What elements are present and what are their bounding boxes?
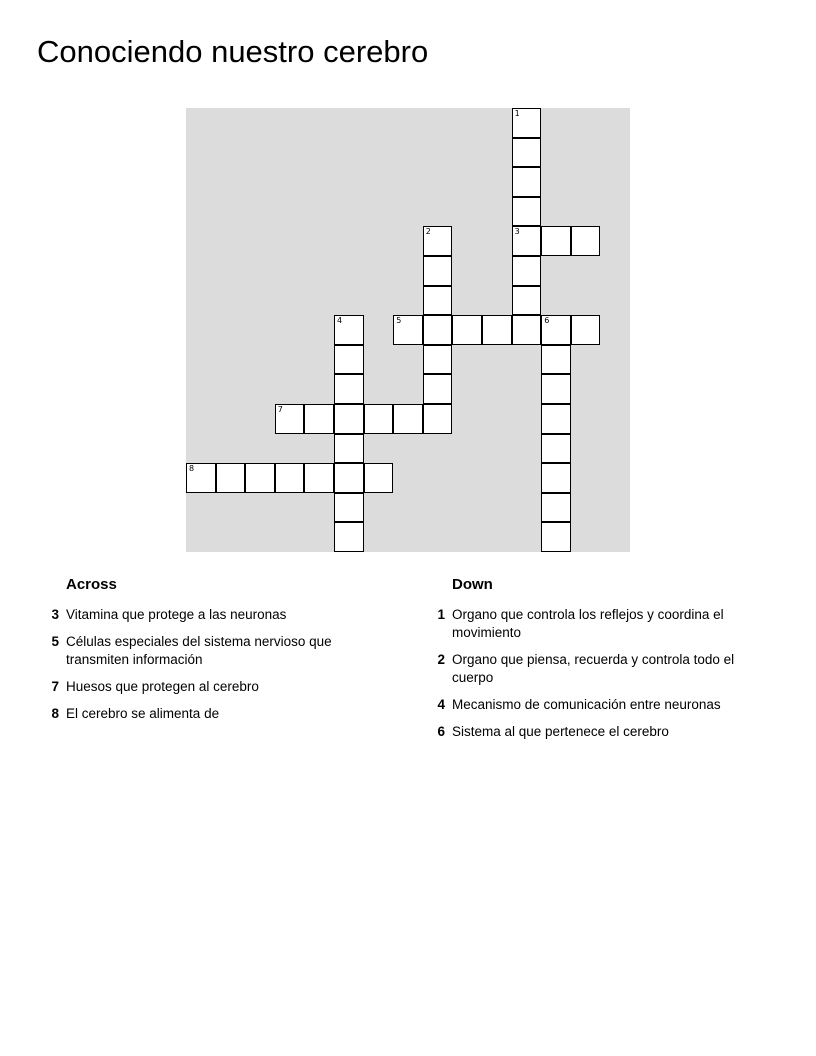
crossword-cell[interactable] [334,315,364,345]
cell-number: 5 [396,316,402,326]
clue-number: 4 [437,697,445,712]
crossword-cell[interactable] [541,434,571,464]
across-heading: Across [66,576,117,593]
crossword-cell[interactable] [334,493,364,523]
crossword-cell[interactable] [245,463,275,493]
clue-number: 6 [437,724,445,739]
clue-number: 2 [437,652,445,667]
clue-text: Organo que piensa, recuerda y controla todo el cuerpo [452,652,735,685]
crossword-cell[interactable] [275,404,305,434]
crossword-cell[interactable] [541,404,571,434]
crossword-cell[interactable] [482,315,512,345]
crossword-cell[interactable] [334,522,364,552]
cell-number: 2 [425,227,431,237]
clue-number: 3 [51,607,59,622]
clue-number: 8 [51,706,59,721]
cell-number: 6 [544,316,550,326]
across-clue [37,606,357,624]
cell-number: 7 [277,405,283,414]
crossword-cell[interactable] [423,226,453,256]
crossword-cell[interactable] [364,463,394,493]
crossword-cell[interactable] [216,463,246,493]
crossword-cell[interactable] [304,463,334,493]
crossword-cell[interactable] [512,167,542,197]
clue-number: 7 [51,679,59,694]
cell-number: 8 [189,464,195,474]
crossword-cell[interactable] [512,197,542,227]
cell-number: 3 [514,227,520,237]
down-heading: Down [452,576,493,593]
page-title: Conociendo nuestro cerebro [37,34,429,69]
crossword-cell[interactable] [334,434,364,464]
down-clue [423,723,763,741]
crossword-cell[interactable] [541,374,571,404]
down-clue [423,606,763,642]
crossword-cell[interactable] [452,315,482,345]
across-clue [37,678,357,696]
crossword-cell[interactable] [512,256,542,286]
down-clues [423,576,763,750]
cell-number: 4 [337,316,343,326]
crossword-cell[interactable] [541,463,571,493]
down-clue [423,651,763,687]
crossword-cell[interactable] [423,374,453,404]
crossword-cell[interactable] [423,256,453,286]
crossword-cell[interactable] [541,345,571,375]
across-clue [37,705,357,723]
across-clue-list [37,606,357,723]
crossword-cell[interactable] [423,286,453,316]
clue-text: Huesos que protegen al cerebro [66,679,259,694]
crossword-cell[interactable] [186,463,216,493]
crossword-cell[interactable] [571,226,601,256]
crossword-cell[interactable] [512,315,542,345]
crossword-cell[interactable] [541,315,571,345]
crossword-cell[interactable] [423,404,453,434]
clue-number: 5 [51,634,59,649]
crossword-cell[interactable] [334,463,364,493]
across-clue [37,633,357,669]
crossword-cell[interactable] [571,315,601,345]
crossword-cell[interactable] [423,315,453,345]
clue-number: 1 [437,607,445,622]
clue-text: Sistema al que pertenece el cerebro [452,724,669,739]
crossword-cell[interactable] [275,463,305,493]
down-clue [423,696,763,714]
crossword-cell[interactable] [512,138,542,168]
crossword-cell[interactable] [393,404,423,434]
crossword-cell[interactable] [541,493,571,523]
cell-number: 1 [514,109,520,118]
clue-text: El cerebro se alimenta de [66,706,220,721]
crossword-cell[interactable] [393,315,423,345]
clue-text: Células especiales del sistema nervioso que transmiten información [66,634,332,667]
clue-text: Vitamina que protege a las neuronas [66,607,287,622]
crossword-cell[interactable] [512,226,542,256]
crossword-cell[interactable] [334,404,364,434]
crossword-cell[interactable] [364,404,394,434]
crossword-cell[interactable] [423,345,453,375]
down-clue-list [423,606,763,741]
crossword-cell[interactable] [334,345,364,375]
clue-text: Mecanismo de comunicación entre neuronas [452,697,721,712]
crossword-cell[interactable] [512,108,542,138]
crossword-cell[interactable] [541,226,571,256]
crossword-grid [186,108,630,552]
crossword-cell[interactable] [304,404,334,434]
crossword-cell[interactable] [512,286,542,316]
crossword-cell[interactable] [334,374,364,404]
across-clues [37,576,357,732]
clue-text: Organo que controla los reflejos y coordina el movimiento [452,607,724,640]
crossword-cell[interactable] [541,522,571,552]
